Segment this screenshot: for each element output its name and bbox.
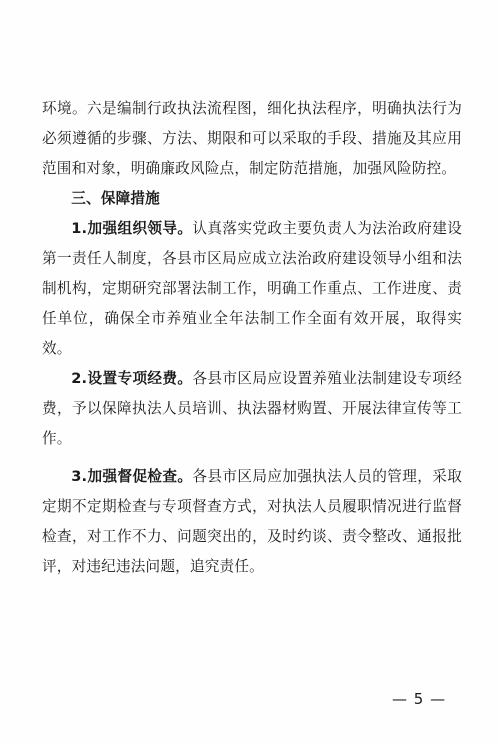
item-text-3: 各县市区局应加强执法人员的管理，采取定期不定期检查与专项督查方式，对执法人员履职情况进行监督检查，对工作不力、问题突出的，及时约谈、责令整改、通报批评，对违纪违法问题，追究责任。 — [42, 468, 462, 575]
document-body — [42, 94, 462, 582]
item-lead-3: 3.加强督促检查。 — [71, 468, 193, 485]
item-paragraph-3 — [42, 462, 462, 582]
item-text-1: 认真落实党政主要负责人为法治政府建设第一责任人制度，各县市区局应成立法治政府建设领导小组和法制机构，定期研究部署法制工作，明确工作重点、工作进度、责任单位，确保全市养殖业全年法制工作全面有效开展，取得实效。 — [42, 220, 462, 357]
item-paragraph-2 — [42, 364, 462, 454]
paragraph-gap — [42, 454, 462, 462]
item-paragraph-1 — [42, 214, 462, 364]
item-lead-2: 2.设置专项经费。 — [71, 370, 193, 387]
item-lead-1: 1.加强组织领导。 — [71, 220, 193, 237]
continuation-paragraph: 环境。六是编制行政执法流程图，细化执法程序，明确执法行为必须遵循的步骤、方法、期限和可以采取的手段、措施及其应用范围和对象，明确廉政风险点，制定防范措施，加强风险防控。 — [42, 100, 462, 177]
item-text-2: 各县市区局应设置养殖业法制建设专项经费，予以保障执法人员培训、执法器材购置、开展法律宣传等工作。 — [42, 370, 462, 447]
page-number: — 5 — — [392, 690, 447, 708]
section-heading-safeguards: 三、保障措施 — [71, 190, 160, 207]
